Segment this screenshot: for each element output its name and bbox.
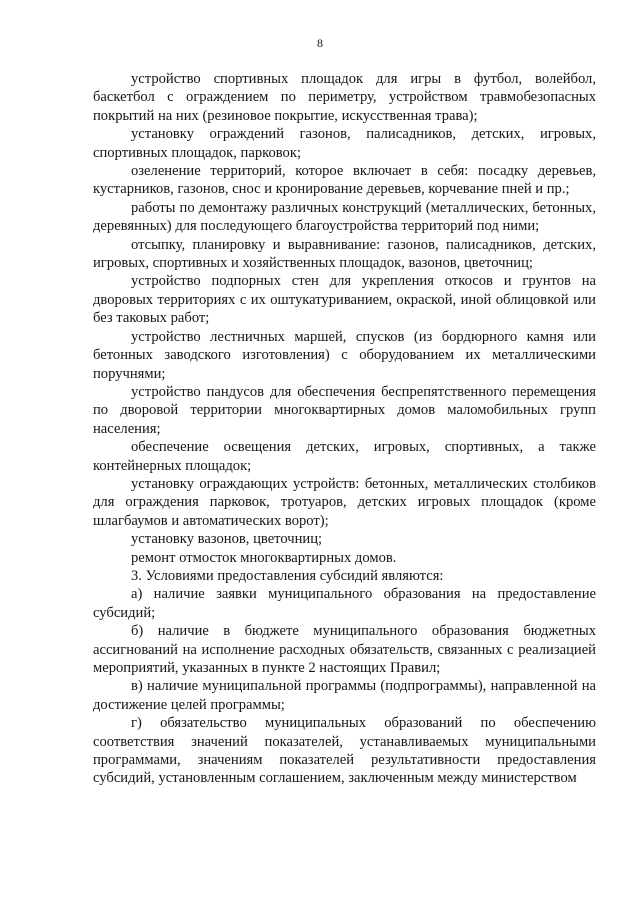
paragraph: озеленение территорий, которое включает в себя: посадку деревьев, кустарников, газонов, снос и кронирование деревьев, корчевание пней и пр.; [93, 163, 596, 198]
paragraph: установку ограждений газонов, палисадников, детских, игровых, спортивных площадок, парковок; [93, 126, 596, 161]
paragraph: в) наличие муниципальной программы (подпрограммы), направленной на достижение целей программы; [93, 678, 596, 713]
page-number: 8 [317, 36, 323, 50]
paragraph: работы по демонтажу различных конструкций (металлических, бетонных, деревянных) для последующего благоустройства территорий под ними; [93, 199, 596, 235]
paragraph: обеспечение освещения детских, игровых, спортивных, а также контейнерных площадок; [93, 439, 596, 474]
paragraph: устройство подпорных стен для укрепления откосов и грунтов на дворовых территориях с их оштукатуриванием, окраской, иной облицовкой или без таковых работ; [93, 273, 596, 327]
paragraph: ремонт отмосток многоквартирных домов. [131, 549, 397, 566]
paragraph: устройство пандусов для обеспечения беспрепятственного перемещения по дворовой территории многоквартирных домов маломобильных групп населения; [93, 383, 596, 437]
document-body [93, 70, 596, 788]
paragraph: б) наличие в бюджете муниципального образования бюджетных ассигнований на исполнение расходных обязательств, связанных с реализацией мероприятий, указанных в пункте 2 настоящих Правил; [93, 623, 596, 676]
paragraph: а) наличие заявки муниципального образования на предоставление субсидий; [93, 586, 596, 621]
paragraph: отсыпку, планировку и выравнивание: газонов, палисадников, детских, игровых, спортивных и хозяйственных площадок, вазонов, цветочниц; [93, 236, 596, 272]
section-heading: 3. Условиями предоставления субсидий являются: [131, 567, 444, 584]
paragraph: установку вазонов, цветочниц; [131, 531, 323, 548]
paragraph: устройство лестничных маршей, спусков (из бордюрного камня или бетонных заводского изготовления) с оборудованием их металлическими поручнями; [93, 328, 596, 382]
paragraph: установку ограждающих устройств: бетонных, металлических столбиков для ограждения парковок, тротуаров, детских игровых площадок (кроме шлагбаумов и автоматических ворот); [93, 475, 596, 529]
paragraph: г) обязательство муниципальных образований по обеспечению соответствия значений показателей, устанавливаемых муниципальными программами, значениям показателей результативности предоставления субсидий, установленным соглашением, заключенным между министерством [93, 715, 596, 787]
paragraph: устройство спортивных площадок для игры в футбол, волейбол, баскетбол с ограждением по периметру, устройством травмобезопасных покрытий на них (резиновое покрытие, искусственная трава); [93, 71, 596, 124]
